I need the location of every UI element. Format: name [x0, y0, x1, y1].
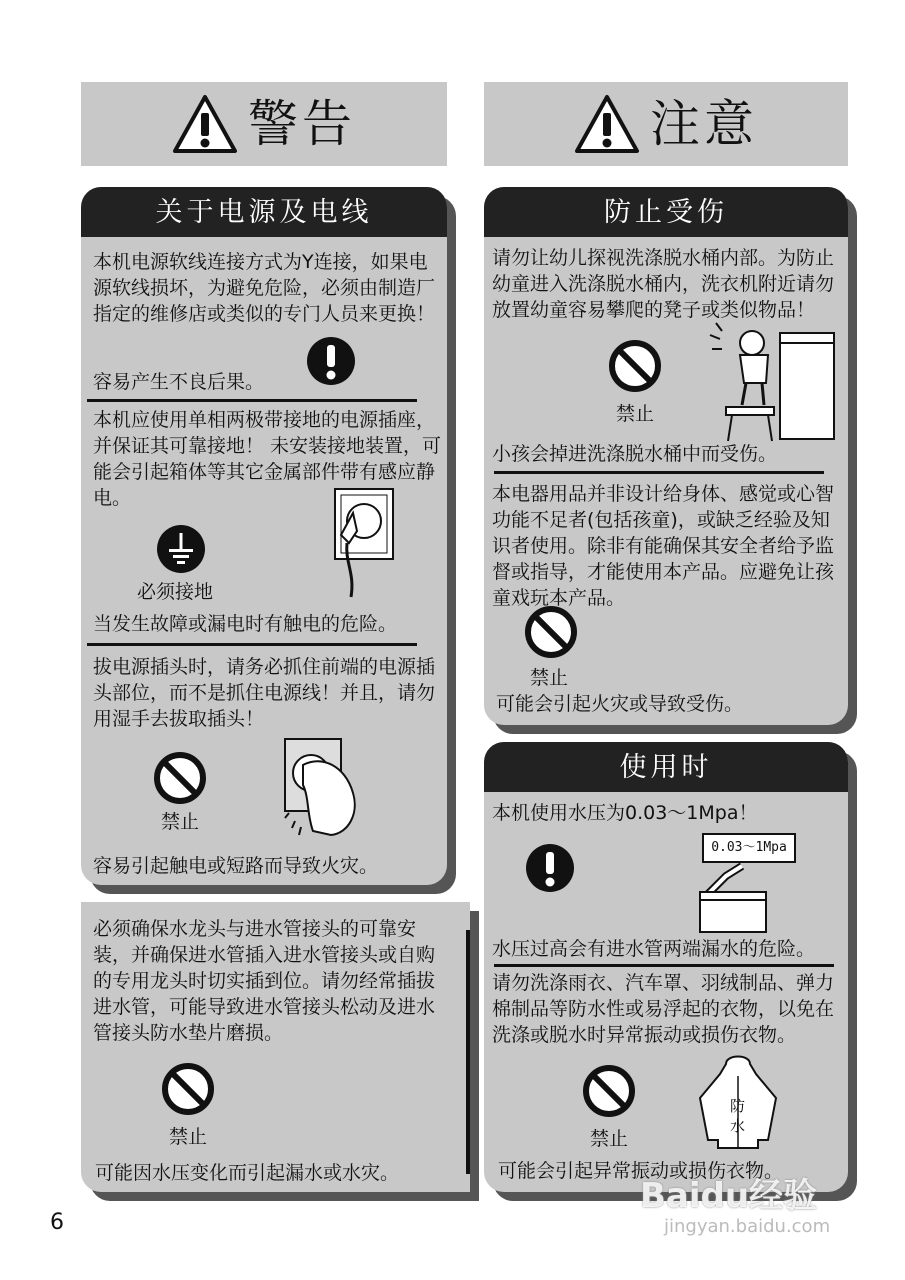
usage-s1-text: 本机使用水压为0.03～1Mpa！ — [492, 802, 758, 824]
raincoat-label: 防水 — [730, 1097, 746, 1135]
divider — [494, 471, 824, 474]
divider — [87, 643, 417, 646]
usage-panel-title: 使用时 — [484, 742, 848, 792]
watermark-brand: Baidu经验 — [640, 1176, 818, 1216]
usage-s2-text: 请勿洗涤雨衣、汽车罩、羽绒制品、弹力棉制品等防水性或易浮起的衣物，以免在洗涤或脱水时异常振动或损伤衣物。 — [492, 972, 835, 1046]
injury-s2-text: 本电器用品并非设计给身体、感觉或心智功能不足者(包括孩童)，或缺乏经验及知识者使用。除非有能确保其安全者给予监督或指导，才能使用本产品。应避免让孩童戏玩本产品。 — [492, 483, 835, 609]
power-s2-text: 本机应使用单相两极带接地的电源插座，并保证其可靠接地！ 未安装接地装置，可能会引起箱体等其它金属部件带有感应静电。 — [93, 409, 442, 509]
power-panel — [81, 187, 447, 885]
water-inlet-illustration — [696, 862, 786, 934]
injury-s1-result: 小孩会掉进洗涤脱水桶中而受伤。 — [492, 443, 778, 465]
prohibited-icon — [582, 1064, 636, 1118]
pressure-gauge-box — [702, 833, 796, 863]
water-panel — [81, 902, 470, 1192]
prohibited-icon — [524, 605, 578, 659]
plug-socket-illustration — [327, 485, 399, 603]
prohibited-icon — [161, 1062, 215, 1116]
pressure-gauge-label: 0.03～1Mpa — [711, 840, 787, 855]
divider — [87, 399, 417, 402]
injury-panel-title: 防止受伤 — [484, 187, 848, 237]
exclamation-icon — [305, 335, 357, 387]
vertical-divider — [466, 930, 470, 1174]
usage-panel — [484, 742, 848, 1192]
power-s3-text: 拔电源插头时，请务必抓住前端的电源插头部位，而不是抓住电源线！并且，请勿用湿手去拔取插头！ — [93, 656, 436, 730]
ground-label: 必须接地 — [137, 581, 214, 603]
caution-title: 注意 — [650, 95, 758, 153]
prohibit-label: 禁止 — [590, 1128, 629, 1150]
page-number: 6 — [50, 1210, 64, 1235]
injury-panel — [484, 187, 848, 725]
warning-triangle-icon — [574, 94, 640, 154]
prohibited-icon — [608, 339, 662, 393]
power-s1-text: 本机电源软线连接方式为Y连接，如果电源软线损坏，为避免危险，必须由制造厂指定的维修店或类似的专门人员来更换！ — [93, 251, 436, 325]
exclamation-icon — [524, 842, 576, 894]
usage-s1-result: 水压过高会有进水管两端漏水的危险。 — [492, 938, 816, 960]
water-text: 必须确保水龙头与进水管接头的可靠安装，并确保进水管插入进水管接头或自购的专用龙头时切实插到位。请勿经常插拔进水管，可能导致进水管接头松动及进水管接头防水垫片磨损。 — [93, 918, 436, 1044]
power-s2-result: 当发生故障或漏电时有触电的危险。 — [93, 613, 398, 635]
prohibit-label: 禁止 — [530, 667, 569, 689]
injury-s1-text: 请勿让幼儿探视洗涤脱水桶内部。为防止幼童进入洗涤脱水桶内，洗衣机附近请勿放置幼童容易攀爬的凳子或类似物品！ — [492, 247, 835, 321]
power-s1-result: 容易产生不良后果。 — [93, 371, 265, 393]
prohibit-label: 禁止 — [161, 811, 200, 833]
injury-s2-result: 可能会引起火灾或导致受伤。 — [496, 693, 744, 715]
ground-symbol-icon — [155, 523, 207, 575]
watermark-url: jingyan.baidu.com — [664, 1216, 831, 1237]
warning-header — [81, 82, 447, 166]
power-panel-title: 关于电源及电线 — [81, 187, 447, 237]
warning-triangle-icon — [172, 94, 238, 154]
prohibit-label: 禁止 — [169, 1126, 208, 1148]
caution-header — [484, 82, 848, 166]
divider — [494, 964, 834, 967]
usage-s2-result: 可能会引起异常振动或损伤衣物。 — [498, 1160, 784, 1182]
power-s3-result: 容易引起触电或短路而导致火灾。 — [93, 855, 379, 877]
child-climbing-washer-illustration — [706, 319, 836, 443]
wet-hand-plug-illustration — [279, 735, 363, 839]
prohibit-label: 禁止 — [616, 403, 655, 425]
water-result: 可能因水压变化而引起漏水或水灾。 — [95, 1162, 400, 1184]
warning-title: 警告 — [248, 95, 356, 153]
prohibited-icon — [153, 751, 207, 805]
